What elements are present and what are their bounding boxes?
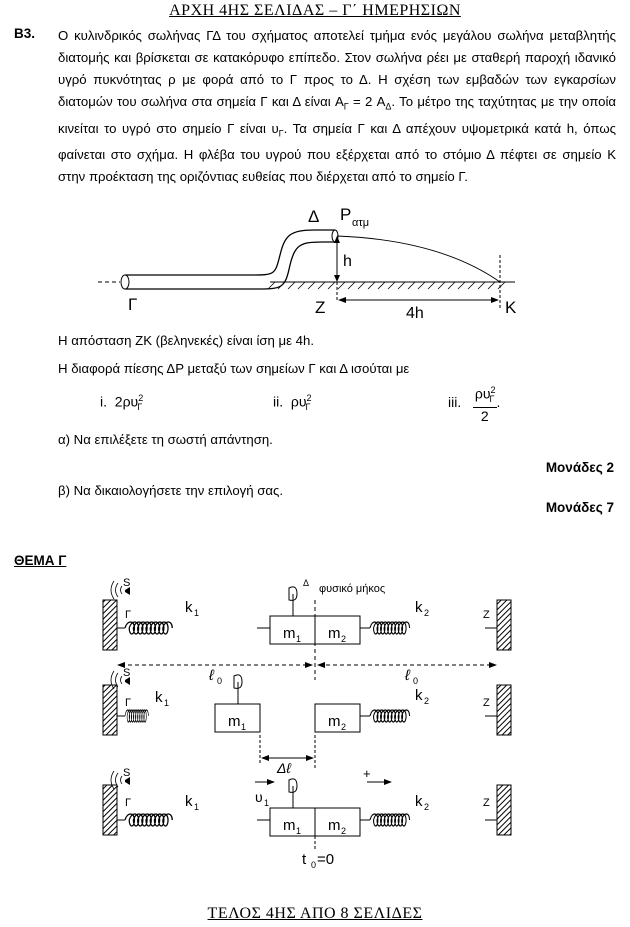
svg-text:k: k [185,599,193,616]
svg-text:1: 1 [264,798,270,808]
question-label-b3: Β3. [14,26,36,41]
label-patm: P [340,205,352,224]
question-b3-text: Ο κυλινδρικός σωλήνας ΓΔ του σχήματος αποτελεί τμήμα ενός μεγάλου σωλήνα μεταβλητής διατομής και βρίσκεται σε κατακόρυφο επίπεδο. Στον σωλήνα ρέει με σταθερή παροχή ιδανικό υγρό πυκνότητας ρ με φορά από το Γ προς το Δ. Η σχέση των εμβαδών των εγκαρσίων διατομών του σωλήνα στα σημεία Γ και Δ είναι $A_\Gamma = 2$ $A_\Delta$. Το μέτρο της ταχύτητας με την οποία κινείται το υγρό στο σημείο Γ είναι $\upsilon_\Gamma$. Τα σημεία Γ και Δ απέχουν υψομετρικά κατά h, όπως φαίνεται στο σχήμα. Η φλέβα του υγρού που εξέρχεται από το στόμιο Δ πέφτει σε σημείο Κ στην προέκταση της οριζόντιας ευθείας που διέρχεται από το σημείο Γ. [58,28,616,185]
svg-text:m: m [328,625,341,642]
svg-text:0: 0 [217,676,223,686]
option-ii: ii. $\rho\upsilon^2_\Gamma$ [273,393,312,413]
svg-text:2: 2 [424,696,430,706]
label-s-1: S [123,577,131,589]
svg-text:ℓ: ℓ [209,667,214,684]
svg-text:ℓ: ℓ [405,667,410,684]
svg-text:Z: Z [483,697,490,709]
label-4h: 4h [406,305,424,322]
part-b-marks: Μονάδες 7 [545,500,614,515]
range-text: Η απόσταση ΖΚ (βεληνεκές) είναι ίση με 4h. [58,333,314,348]
svg-text:1: 1 [241,722,247,732]
svg-text:υ: υ [255,789,263,805]
svg-text:m: m [283,625,296,642]
part-a-marks: Μονάδες 2 [545,460,614,475]
part-b-text: β) Να δικαιολογήσετε την επιλογή σας. [58,483,284,498]
svg-text:0: 0 [311,860,317,870]
svg-text:k: k [415,687,423,704]
svg-text:k: k [415,793,423,810]
svg-text:0: 0 [413,676,419,686]
label-delta: Δ [308,207,320,226]
svg-text:1: 1 [194,802,200,812]
svg-text:Γ: Γ [125,797,132,809]
svg-text:m: m [283,817,296,834]
svg-text:2: 2 [424,608,430,618]
label-t0: t [302,851,307,868]
svg-text:2: 2 [341,722,347,732]
pipe-figure [90,200,540,325]
svg-text:m: m [328,817,341,834]
option-i: i. $2\rho\upsilon^2_\Gamma$ [100,393,144,413]
svg-text:1: 1 [194,608,200,618]
label-gamma: Γ [128,295,138,314]
label-delta-1: Δ [303,578,310,588]
plus-sign: + [363,766,371,781]
label-z-1: Z [483,609,490,621]
svg-text:m: m [228,713,241,730]
label-gamma-1: Γ [125,609,132,621]
label-delta-l: Δℓ [277,760,291,776]
label-natural-length: φυσικό μήκος [319,583,386,595]
theme-g-title: ΘΕΜΑ Γ [14,553,67,568]
pressure-text: Η διαφορά πίεσης ΔP μεταξύ των σημείων Γ και Δ ισούται με [58,361,410,376]
svg-text:S: S [123,767,131,779]
part-a-text: α) Να επιλέξετε τη σωστή απάντηση. [58,432,273,447]
page-footer: ΤΕΛΟΣ 4ΗΣ ΑΠΟ 8 ΣΕΛΙΔΕΣ [207,905,423,922]
svg-text:2: 2 [424,802,430,812]
svg-text:2: 2 [341,826,347,836]
svg-text:S: S [123,667,131,679]
option-iii: iii. $\frac{\rho\upsilon^2_\Gamma}{2}$ . [448,382,500,424]
svg-text:=0: =0 [317,851,335,868]
page-header: ΑΡΧΗ 4ΗΣ ΣΕΛΙΔΑΣ – Γ΄ ΗΜΕΡΗΣΙΩΝ [169,2,461,19]
svg-text:k: k [415,599,423,616]
spring-figure [95,570,535,870]
svg-text:k: k [185,793,193,810]
label-k: K [505,298,517,317]
svg-text:k: k [155,689,163,706]
svg-text:Z: Z [483,797,490,809]
svg-text:1: 1 [296,634,302,644]
label-z: Z [315,298,326,317]
svg-text:1: 1 [164,698,170,708]
svg-text:2: 2 [341,634,347,644]
svg-text:1: 1 [296,826,302,836]
label-patm-sub: ατμ [352,217,370,229]
svg-text:Γ: Γ [125,697,132,709]
label-h: h [343,253,352,270]
svg-text:m: m [328,713,341,730]
